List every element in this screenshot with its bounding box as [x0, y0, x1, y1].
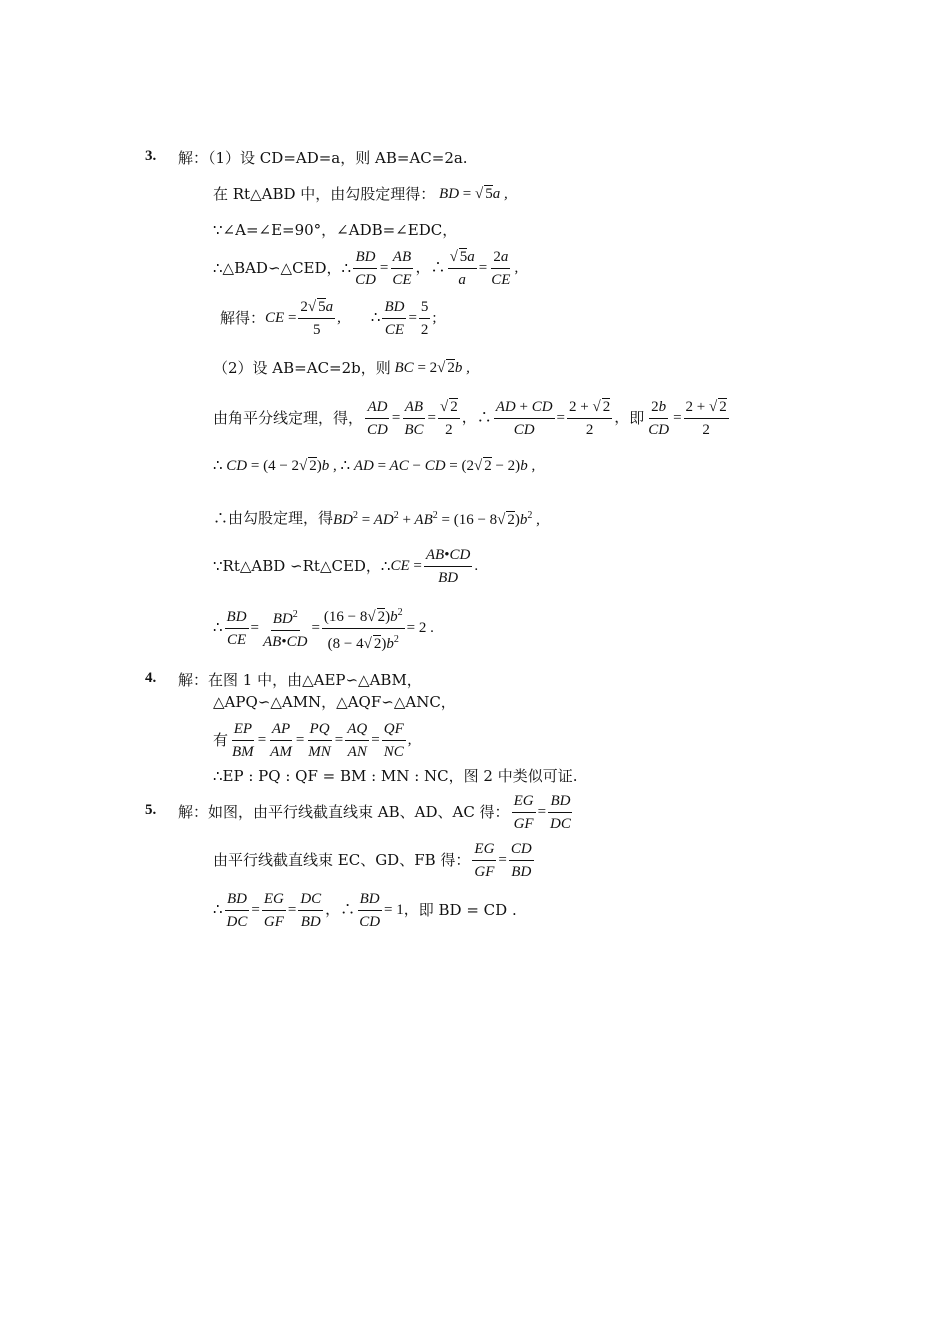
fraction: $\frac{QF}{NC}$ — [383, 720, 404, 760]
fraction: $\frac{EG}{GF}$ — [513, 792, 534, 832]
p5-line-2: 由平行线截直线束 EC、GD、FB 得： $\frac{EG}{GF}$ = $\frac{CD}{BD}$ — [213, 840, 532, 880]
fraction: $\frac{EP}{BM}$ — [232, 720, 254, 760]
fraction: $\frac{BD}{DC}$ — [550, 792, 571, 832]
fraction: $\frac{BD}{CD}$ — [359, 890, 381, 930]
p4-line-3-text: 有 — [213, 731, 229, 749]
p5-line-2-text: 由平行线截直线束 EC、GD、FB 得： — [213, 851, 471, 869]
fraction: $\frac{EG}{GF}$ — [474, 840, 495, 880]
p3-bd-expr: BD = √ 5a , — [435, 186, 508, 202]
p3-line-2-text: 在 Rt△ABD 中，由勾股定理得： — [213, 185, 436, 203]
p3-line-7-text: 由角平分线定理，得， — [213, 409, 364, 427]
fraction: $\frac{2 + √ 2}{2}$ — [685, 398, 727, 438]
p5-line-3-text: 即 BD = CD . — [418, 901, 517, 919]
p4-line-4: ∴EP : PQ : QF = BM : MN : NC，图 2 中类似可证. — [213, 767, 578, 785]
p4-line-2: △APQ∽△AMN，△AQF∽△ANC， — [213, 693, 456, 711]
problem-number-5: 5. — [145, 802, 157, 818]
fraction: $\frac{BD}{CE}$ — [384, 298, 405, 338]
fraction: $\frac{2√ 5a}{5}$ — [300, 298, 334, 338]
fraction: $\frac{AD + CD}{CD}$ — [495, 398, 553, 438]
p3-line-6-text: （2）设 AB=AC=2b，则 — [213, 359, 391, 377]
fraction: $\frac{BD}{CD}$ — [355, 248, 376, 288]
fraction: $\frac{√ 5a}{a}$ — [449, 248, 475, 288]
p3-line-2 — [213, 184, 508, 204]
fraction: $\frac{BD}{CE}$ — [226, 608, 247, 648]
fraction: $\frac{EG}{GF}$ — [263, 890, 284, 930]
problem-number-3: 3. — [145, 148, 157, 164]
p3-line-10-text: ∵Rt△ABD ∽Rt△CED，∴ — [213, 557, 391, 575]
p4-line-1: 解：在图 1 中，由△AEP∽△ABM， — [178, 671, 422, 689]
p3-line-4-text: ∴△BAD∽△CED，∴ — [213, 259, 352, 277]
p3-line-6: （2）设 AB=AC=2b，则 BC = 2√ 2b , — [213, 359, 470, 377]
fraction: $\frac{AB}{BC}$ — [404, 398, 424, 438]
fraction: $\frac{AP}{AM}$ — [270, 720, 292, 760]
p3-line-5-text: 解得： — [220, 309, 266, 327]
fraction: $\frac{2a}{CE}$ — [491, 248, 511, 288]
p3-line-5: 解得： CE = $\frac{2√ 5a}{5}$ , ∴ $\frac{BD}{CE}$ = $\frac{5}{2}$ ; — [220, 298, 437, 338]
p3-line-11: ∴ $\frac{BD}{CE}$ = $\frac{BD^2}{AB•CD}$ = $\frac{(16 - 8√ 2)b^2}{(8 - 4√ 2)b^2}$ = 2 . — [213, 604, 434, 652]
fraction: $\frac{AQ}{AN}$ — [347, 720, 368, 760]
fraction: $\frac{(16 - 8√ 2)b^2}{(8 - 4√ 2)b^2}$ — [322, 604, 405, 653]
fraction: $\frac{2 + √ 2}{2}$ — [569, 398, 611, 438]
p3-line-9: ∴由勾股定理，得 $BD^2 = AD^2 + AB^2 = (16 - 8√$ $2)b^2$ , — [213, 509, 540, 528]
fraction: $\frac{CD}{BD}$ — [510, 840, 532, 880]
p3-line-10: ∵Rt△ABD ∽Rt△CED，∴ CE = $\frac{AB•CD}{BD}$ . — [213, 546, 479, 586]
p3-line-1: 解：（1）设 CD=AD=a，则 AB=AC=2a. — [178, 149, 468, 167]
fraction: $\frac{PQ}{MN}$ — [308, 720, 331, 760]
p5-line-3: ∴ $\frac{BD}{DC}$ = $\frac{EG}{GF}$ = $\frac{DC}{BD}$ ，∴ $\frac{BD}{CD}$ = 1， 即 BD = CD . — [213, 890, 517, 930]
fraction: $\frac{AD}{CD}$ — [367, 398, 388, 438]
p5-line-1-text: 解：如图，由平行线截直线束 AB、AD、AC 得： — [178, 803, 510, 821]
fraction: $\frac{BD^2}{AB•CD}$ — [261, 606, 309, 651]
p3-line-8: ∴ CD = (4 − 2√ 2)b , ∴ AD = AC − CD = (2√ 2 − 2)b , — [213, 458, 536, 474]
fraction: $\frac{2b}{CD}$ — [648, 398, 670, 438]
p3-line-7-ji: 即 — [629, 409, 645, 427]
fraction: $\frac{AB•CD}{BD}$ — [425, 546, 471, 586]
fraction: $\frac{5}{2}$ — [420, 298, 429, 338]
p5-line-1: 解：如图，由平行线截直线束 AB、AD、AC 得： $\frac{EG}{GF}$ = $\frac{BD}{DC}$ — [178, 792, 571, 832]
fraction: $\frac{DC}{BD}$ — [300, 890, 322, 930]
p3-line-9-text: ∴由勾股定理，得 — [213, 509, 334, 527]
p3-line-7: 由角平分线定理，得， $\frac{AD}{CD}$ = $\frac{AB}{BC}$ = $\frac{√ 2}{2}$ ，∴ $\frac{AD + CD}{CD}$ = $\frac{2 + √ 2}{2}$ ， 即 $\frac{2b}{CD}$ = $\frac{2 + √ 2}{2}$ — [213, 398, 727, 438]
fraction: $\frac{AB}{CE}$ — [392, 248, 412, 288]
p4-line-3: 有 $\frac{EP}{BM}$ = $\frac{AP}{AM}$ = $\frac{PQ}{MN}$ = $\frac{AQ}{AN}$ = $\frac{QF}{NC}$ , — [213, 720, 412, 760]
p3-line-4: ∴△BAD∽△CED，∴ $\frac{BD}{CD}$ = $\frac{AB}{CE}$ ，∴ $\frac{√ 5a}{a}$ = $\frac{2a}{CE}$ , — [213, 248, 519, 288]
fraction: $\frac{BD}{DC}$ — [226, 890, 248, 930]
p3-line-3: ∵∠A=∠E=90°，∠ADB=∠EDC， — [213, 221, 458, 239]
fraction: $\frac{√ 2}{2}$ — [439, 398, 458, 438]
problem-number-4: 4. — [145, 670, 157, 686]
